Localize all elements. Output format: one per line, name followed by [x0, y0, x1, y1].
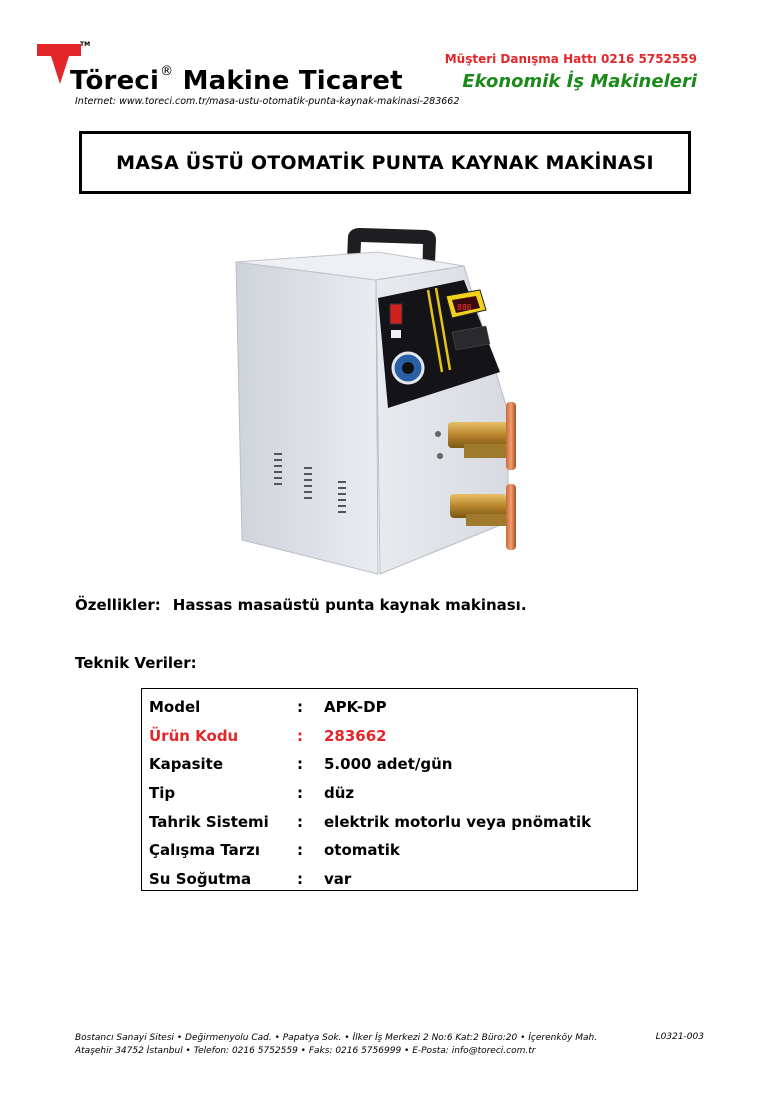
features-line — [75, 596, 527, 614]
spec-value: otomatik — [324, 841, 400, 860]
spec-key: Su Soğutma — [149, 869, 252, 888]
spec-value: düz — [324, 784, 355, 803]
product-photo — [228, 222, 538, 582]
footer-address — [75, 1032, 597, 1058]
spec-key: Tahrik Sistemi — [149, 812, 269, 831]
spec-row-drive-system — [142, 807, 591, 836]
spec-value: 283662 — [324, 726, 387, 745]
spec-sep: : — [297, 812, 303, 831]
spec-row-operation-mode — [142, 836, 591, 865]
spec-row-model — [142, 693, 591, 722]
spec-value: elektrik motorlu veya pnömatik — [324, 812, 592, 831]
spec-sep: : — [297, 726, 303, 745]
spec-sep: : — [297, 841, 303, 860]
spec-row-product-code — [142, 722, 591, 751]
footer-line-2: Ataşehir 34752 İstanbul • Telefon: 0216 5752559 • Faks: 0216 5756999 • E-Posta: info@toreci.com.tr — [75, 1046, 536, 1056]
spec-key: Ürün Kodu — [149, 726, 239, 745]
svg-text:888: 888 — [457, 303, 472, 312]
spec-sep: : — [297, 755, 303, 774]
spec-row-capacity — [142, 750, 591, 779]
title-box — [79, 131, 691, 194]
spec-key: Çalışma Tarzı — [149, 841, 261, 860]
spec-value: 5.000 adet/gün — [324, 755, 453, 774]
brand-word: Töreci — [70, 66, 160, 96]
features-label: Özellikler: — [75, 596, 161, 614]
features-text: Hassas masaüstü punta kaynak makinası. — [172, 596, 527, 614]
document-number: L0321-003 — [655, 1032, 704, 1042]
customer-hotline: Müşteri Danışma Hattı 0216 5752559 — [444, 52, 697, 66]
brand-name — [70, 64, 403, 96]
spec-value: APK-DP — [324, 698, 387, 717]
spec-sep: : — [297, 869, 303, 888]
footer-line-1: Bostancı Sanayi Sitesi • Değirmenyolu Cad. • Papatya Sok. • İlker İş Merkezi 2 No:6 Kat:2 Büro:20 • İçerenköy Mah. — [75, 1033, 598, 1043]
spec-key: Kapasite — [149, 755, 224, 774]
page-url: Internet: www.toreci.com.tr/masa-ustu-otomatik-punta-kaynak-makinasi-283662 — [75, 96, 460, 107]
trademark-mark: TM — [80, 41, 91, 48]
page-title: MASA ÜSTÜ OTOMATİK PUNTA KAYNAK MAKİNASI — [116, 151, 654, 174]
spec-sep: : — [297, 698, 303, 717]
spec-row-water-cooling — [142, 865, 591, 894]
spec-sep: : — [297, 784, 303, 803]
spec-key: Model — [149, 698, 201, 717]
registered-mark: ® — [160, 64, 174, 79]
spec-table — [141, 688, 638, 891]
brand-suffix: Makine Ticaret — [182, 66, 403, 96]
spec-key: Tip — [149, 784, 176, 803]
tech-heading: Teknik Veriler: — [75, 654, 197, 672]
spec-row-type — [142, 779, 591, 808]
company-slogan: Ekonomik İş Makineleri — [462, 71, 697, 92]
spec-value: var — [324, 869, 352, 888]
